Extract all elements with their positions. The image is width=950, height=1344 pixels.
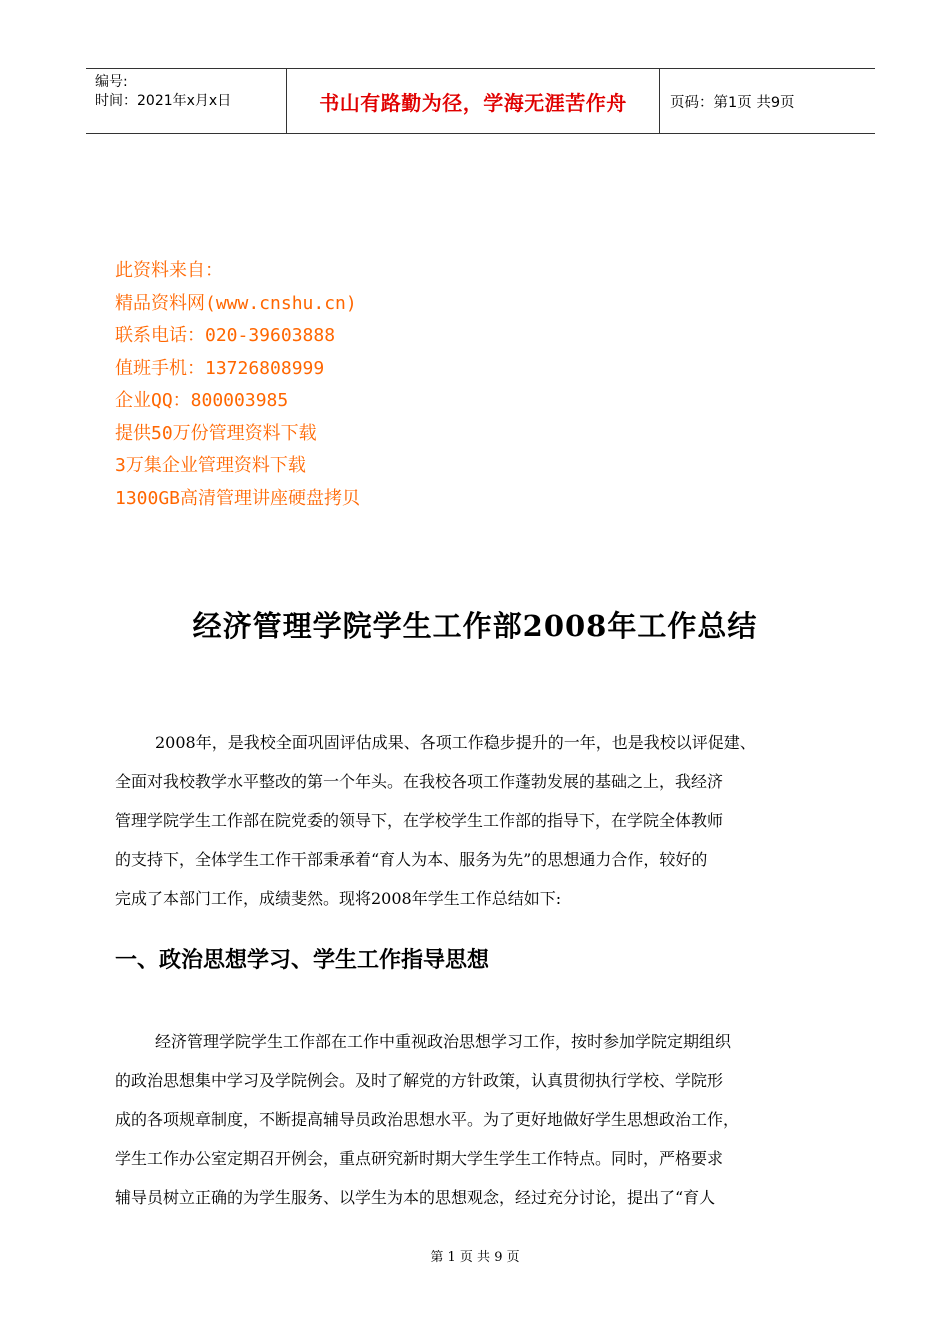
paragraph-line: 辅导员树立正确的为学生服务、以学生为本的思想观念，经过充分讨论，提出了“育人 xyxy=(115,1188,716,1207)
paragraph-line: 全面对我校教学水平整改的第一个年头。在我校各项工作蓬勃发展的基础之上，我经济 xyxy=(115,772,724,791)
paragraph-line: 成的各项规章制度，不断提高辅导员政治思想水平。为了更好地做好学生思想政治工作， xyxy=(115,1110,740,1129)
document-date-label: 时间：2021年x月x日 xyxy=(95,93,232,109)
paragraph-line: 2008年，是我校全面巩固评估成果、各项工作稳步提升的一年，也是我校以评促建、 xyxy=(155,733,756,752)
document-title: 经济管理学院学生工作部2008年工作总结 xyxy=(192,609,758,643)
header-motto-cell xyxy=(287,69,660,133)
source-line: 精品资料网(www.cnshu.cn) xyxy=(115,292,357,314)
paragraph-line: 学生工作办公室定期召开例会，重点研究新时期大学生学生工作特点。同时，严格要求 xyxy=(115,1149,724,1168)
source-line: 联系电话：020-39603888 xyxy=(115,325,336,346)
page-footer: 第 1 页 共 9 页 xyxy=(430,1250,520,1265)
paragraph-line: 经济管理学院学生工作部在工作中重视政治思想学习工作，按时参加学院定期组织 xyxy=(155,1032,732,1051)
source-line: 3万集企业管理资料下载 xyxy=(115,455,306,476)
source-line: 提供50万份管理资料下载 xyxy=(115,422,317,444)
document-number-label: 编号: xyxy=(95,74,128,90)
header-motto: 书山有路勤为径，学海无涯苦作舟 xyxy=(319,90,627,115)
source-line: 1300GB高清管理讲座硬盘拷贝 xyxy=(115,487,361,509)
source-line: 企业QQ：800003985 xyxy=(115,390,289,411)
source-info-block xyxy=(115,255,360,515)
header-page-info: 页码：第1页 共9页 xyxy=(670,94,795,111)
intro-paragraph xyxy=(115,723,865,918)
header-meta-cell xyxy=(86,69,287,133)
header-table xyxy=(86,68,875,134)
paragraph-line: 的政治思想集中学习及学院例会。及时了解党的方针政策，认真贯彻执行学校、学院形 xyxy=(115,1071,724,1090)
paragraph-line: 的支持下，全体学生工作干部秉承着“育人为本、服务为先”的思想通力合作，较好的 xyxy=(115,850,708,869)
paragraph-line: 完成了本部门工作，成绩斐然。现将2008年学生工作总结如下: xyxy=(115,889,562,908)
section-heading: 一、政治思想学习、学生工作指导思想 xyxy=(115,947,490,973)
header-page-cell xyxy=(660,69,875,133)
paragraph-line: 管理学院学生工作部在院党委的领导下，在学校学生工作部的指导下，在学院全体教师 xyxy=(115,811,724,830)
section1-paragraph xyxy=(115,1022,865,1217)
source-line: 此资料来自： xyxy=(115,260,223,281)
source-line: 值班手机：13726808999 xyxy=(115,357,325,379)
